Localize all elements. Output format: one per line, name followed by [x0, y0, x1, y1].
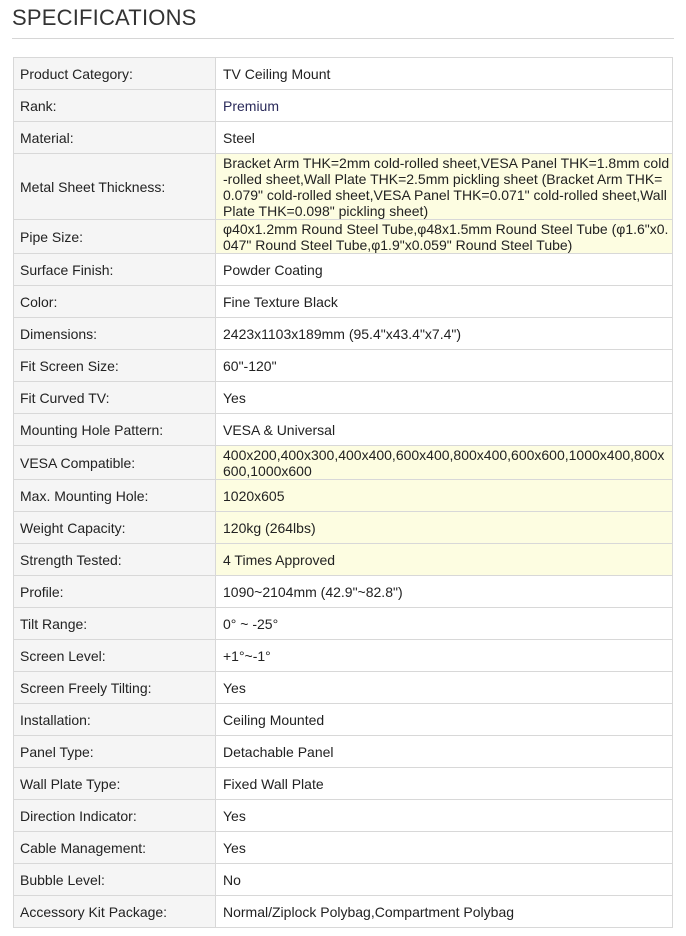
spec-value: 120kg (264lbs): [216, 512, 673, 544]
spec-value: Normal/Ziplock Polybag,Compartment Polybag: [216, 896, 673, 928]
spec-row-mounting-hole-pattern: [14, 414, 673, 446]
spec-row-wall-plate-type: [14, 768, 673, 800]
spec-label: Bubble Level:: [14, 864, 216, 896]
spec-label: Max. Mounting Hole:: [14, 480, 216, 512]
spec-row-max-mounting-hole: [14, 480, 673, 512]
spec-label: Wall Plate Type:: [14, 768, 216, 800]
spec-value: Bracket Arm THK=2mm cold-rolled sheet,VESA Panel THK=1.8mm cold-rolled sheet,Wall Plate THK=2.5mm pickling sheet (Bracket Arm THK=0.079" cold-rolled sheet,VESA Panel THK=0.071" cold-rolled sheet,Wall Plate THK=0.098" pickling sheet): [216, 154, 673, 220]
spec-label: Material:: [14, 122, 216, 154]
spec-label: Metal Sheet Thickness:: [14, 154, 216, 220]
spec-value: Yes: [216, 800, 673, 832]
spec-value: Yes: [216, 832, 673, 864]
spec-row-installation: [14, 704, 673, 736]
spec-value: Powder Coating: [216, 254, 673, 286]
spec-row-surface-finish: [14, 254, 673, 286]
spec-label: Screen Freely Tilting:: [14, 672, 216, 704]
spec-row-pipe-size: [14, 220, 673, 254]
spec-label: Color:: [14, 286, 216, 318]
spec-label: Pipe Size:: [14, 220, 216, 254]
spec-value: 1090~2104mm (42.9"~82.8"): [216, 576, 673, 608]
spec-value: φ40x1.2mm Round Steel Tube,φ48x1.5mm Round Steel Tube (φ1.6"x0.047" Round Steel Tube,φ1.9"x0.059" Round Steel Tube): [216, 220, 673, 254]
spec-value: TV Ceiling Mount: [216, 58, 673, 90]
spec-row-direction-indicator: [14, 800, 673, 832]
spec-value: 400x200,400x300,400x400,600x400,800x400,600x600,1000x400,800x600,1000x600: [216, 446, 673, 480]
spec-value: Detachable Panel: [216, 736, 673, 768]
spec-value: Fine Texture Black: [216, 286, 673, 318]
spec-value: Ceiling Mounted: [216, 704, 673, 736]
spec-row-profile: [14, 576, 673, 608]
spec-label: Accessory Kit Package:: [14, 896, 216, 928]
spec-value: 0° ~ -25°: [216, 608, 673, 640]
spec-label: Product Category:: [14, 58, 216, 90]
specifications-table: [13, 57, 673, 928]
spec-label: Installation:: [14, 704, 216, 736]
spec-label: Profile:: [14, 576, 216, 608]
spec-value: 60"-120": [216, 350, 673, 382]
spec-row-fit-screen-size: [14, 350, 673, 382]
spec-row-material: [14, 122, 673, 154]
spec-label: Panel Type:: [14, 736, 216, 768]
spec-value: +1°~-1°: [216, 640, 673, 672]
spec-label: Dimensions:: [14, 318, 216, 350]
spec-row-cable-management: [14, 832, 673, 864]
spec-row-metal-sheet-thickness: [14, 154, 673, 220]
spec-row-vesa-compatible: [14, 446, 673, 480]
spec-row-panel-type: [14, 736, 673, 768]
spec-value: Yes: [216, 672, 673, 704]
page-title: SPECIFICATIONS: [12, 5, 197, 30]
spec-value: Yes: [216, 382, 673, 414]
spec-label: Surface Finish:: [14, 254, 216, 286]
spec-label: VESA Compatible:: [14, 446, 216, 480]
spec-row-fit-curved-tv: [14, 382, 673, 414]
spec-row-screen-freely-tilting: [14, 672, 673, 704]
spec-label: Screen Level:: [14, 640, 216, 672]
specifications-table-body: [14, 58, 673, 928]
spec-label: Weight Capacity:: [14, 512, 216, 544]
spec-label: Fit Screen Size:: [14, 350, 216, 382]
spec-label: Cable Management:: [14, 832, 216, 864]
title-divider: [12, 38, 674, 39]
spec-value: 4 Times Approved: [216, 544, 673, 576]
spec-label: Mounting Hole Pattern:: [14, 414, 216, 446]
spec-row-tilt-range: [14, 608, 673, 640]
spec-row-screen-level: [14, 640, 673, 672]
spec-row-color: [14, 286, 673, 318]
spec-value: Fixed Wall Plate: [216, 768, 673, 800]
spec-value: Steel: [216, 122, 673, 154]
spec-label: Strength Tested:: [14, 544, 216, 576]
spec-row-bubble-level: [14, 864, 673, 896]
spec-value: Premium: [216, 90, 673, 122]
spec-label: Fit Curved TV:: [14, 382, 216, 414]
spec-row-accessory-kit-package: [14, 896, 673, 928]
spec-row-dimensions: [14, 318, 673, 350]
spec-row-weight-capacity: [14, 512, 673, 544]
spec-value: 1020x605: [216, 480, 673, 512]
spec-label: Direction Indicator:: [14, 800, 216, 832]
spec-label: Rank:: [14, 90, 216, 122]
spec-value: 2423x1103x189mm (95.4"x43.4"x7.4"): [216, 318, 673, 350]
spec-row-product-category: [14, 58, 673, 90]
spec-row-rank: [14, 90, 673, 122]
spec-row-strength-tested: [14, 544, 673, 576]
spec-value: No: [216, 864, 673, 896]
spec-value: VESA & Universal: [216, 414, 673, 446]
spec-label: Tilt Range:: [14, 608, 216, 640]
